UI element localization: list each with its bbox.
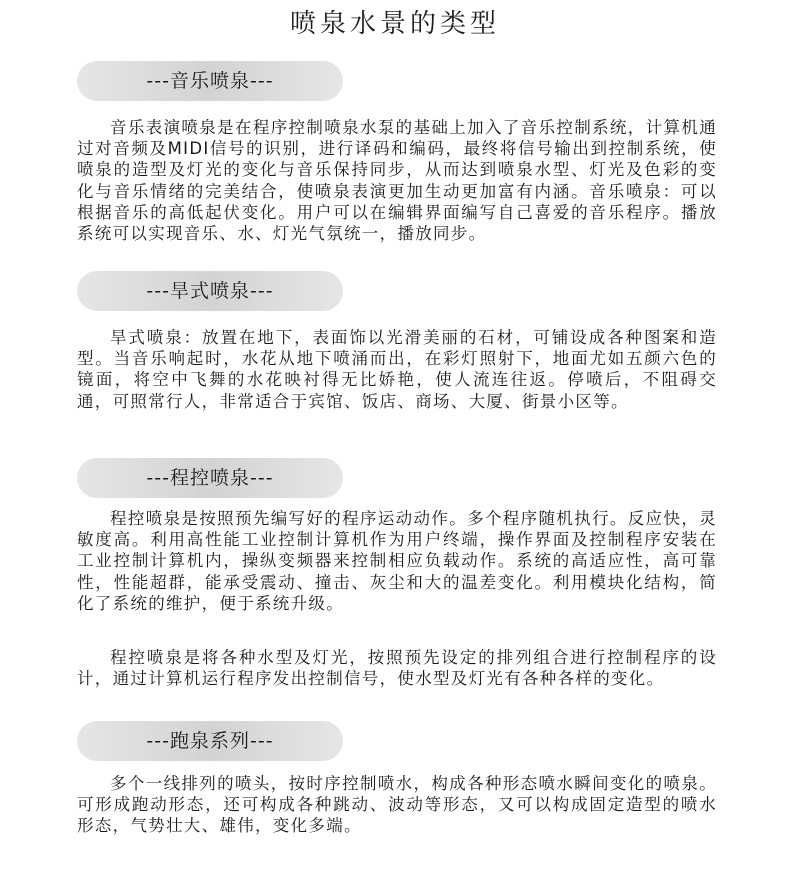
section-heading-dry-fountain: ---旱式喷泉--- xyxy=(77,271,343,311)
paragraph-dry-fountain: 旱式喷泉：放置在地下，表面饰以光滑美丽的石材，可铺设成各种图案和造型。当音乐响起时，水花从地下喷涌而出，在彩灯照射下，地面尤如五颜六色的镜面，将空中飞舞的水花映衬得无比娇艳，使人流连往返。停喷后，不阻碍交通，可照常行人，非常适合于宾馆、饭店、商场、大厦、街景小区等。 xyxy=(77,328,717,411)
section-heading-music-fountain: ---音乐喷泉--- xyxy=(77,61,343,101)
section-heading-running-fountain: ---跑泉系列--- xyxy=(77,721,343,761)
paragraph-programmed-fountain-2: 程控喷泉是将各种水型及灯光，按照预先设定的排列组合进行控制程序的设计，通过计算机运行程序发出控制信号，使水型及灯光有各种各样的变化。 xyxy=(77,648,717,689)
section-heading-programmed-fountain: ---程控喷泉--- xyxy=(77,458,343,498)
paragraph-programmed-fountain-1: 程控喷泉是按照预先编写好的程序运动动作。多个程序随机执行。反应快，灵敏度高。利用高性能工业控制计算机作为用户终端，操作界面及控制程序安装在工业控制计算机内，操纵变频器来控制相应负载动作。系统的高适应性，高可靠性，性能超群，能承受震动、撞击、灰尘和大的温差变化。利用模块化结构，简化了系统的维护，便于系统升级。 xyxy=(77,509,717,613)
paragraph-music-fountain: 音乐表演喷泉是在程序控制喷泉水泵的基础上加入了音乐控制系统，计算机通过对音频及MIDI信号的识别，进行译码和编码，最终将信号输出到控制系统，使喷泉的造型及灯光的变化与音乐保持同步，从而达到喷泉水型、灯光及色彩的变化与音乐情绪的完美结合，使喷泉表演更加生动更加富有内涵。音乐喷泉：可以根据音乐的高低起伏变化。用户可以在编辑界面编写自己喜爱的音乐程序。播放系统可以实现音乐、水、灯光气氛统一，播放同步。 xyxy=(77,118,717,244)
page-title: 喷泉水景的类型 xyxy=(289,9,500,39)
paragraph-running-fountain: 多个一线排列的喷头，按时序控制喷水，构成各种形态喷水瞬间变化的喷泉。可形成跑动形态，还可构成各种跳动、波动等形态，又可以构成固定造型的喷水形态，气势壮大、雄伟，变化多端。 xyxy=(77,774,717,836)
